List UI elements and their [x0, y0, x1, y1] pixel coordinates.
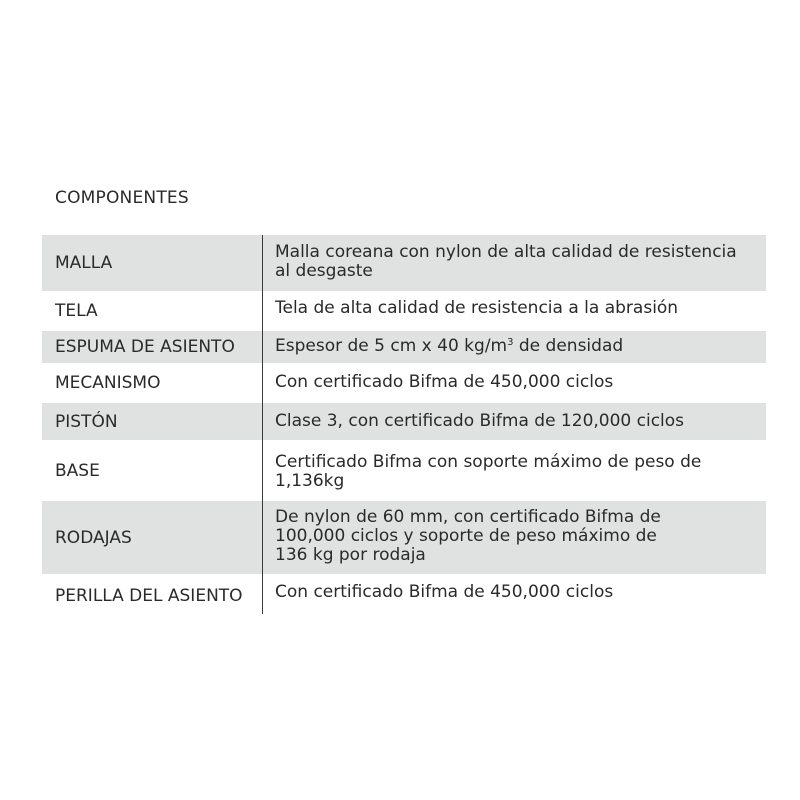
table-row-malla [42, 235, 766, 291]
row-label-mecanismo: MECANISMO [55, 373, 161, 393]
components-table [42, 235, 766, 618]
row-value-rodajas: De nylon de 60 mm, con certificado Bifma de 100,000 ciclos y soporte de peso máximo de 136 kg por rodaja [275, 507, 661, 565]
row-value-espuma: Espesor de 5 cm x 40 $kg/m^3$ de densidad [275, 336, 624, 356]
row-label-tela: TELA [55, 301, 98, 321]
row-value-malla: Malla coreana con nylon de alta calidad de resistencia al desgaste [275, 242, 737, 281]
row-value-tela: Tela de alta calidad de resistencia a la abrasión [275, 298, 679, 318]
row-label-piston: PISTÓN [55, 411, 118, 432]
table-row-mecanismo [42, 366, 766, 400]
row-label-base: BASE [55, 460, 100, 481]
row-value-base: Certificado Bifma con soporte máximo de peso de 1,136kg [275, 452, 702, 491]
row-label-espuma: ESPUMA DE ASIENTO [55, 337, 235, 357]
row-value-piston: Clase 3, con certificado Bifma de 120,000 ciclos [275, 411, 685, 431]
row-label-rodajas: RODAJAS [55, 527, 132, 548]
row-value-mecanismo: Con certificado Bifma de 450,000 ciclos [275, 372, 614, 392]
row-value-perilla: Con certificado Bifma de 450,000 ciclos [275, 582, 614, 602]
row-label-perilla: PERILLA DEL ASIENTO [55, 586, 243, 606]
row-label-malla: MALLA [55, 253, 113, 273]
page-title: COMPONENTES [55, 188, 189, 208]
table-row-base [42, 443, 766, 498]
table-row-rodajas [42, 501, 766, 574]
column-divider [262, 235, 263, 614]
table-row-perilla [42, 577, 766, 615]
table-row-piston [42, 403, 766, 440]
table-row-tela [42, 294, 766, 328]
table-row-espuma [42, 331, 766, 363]
